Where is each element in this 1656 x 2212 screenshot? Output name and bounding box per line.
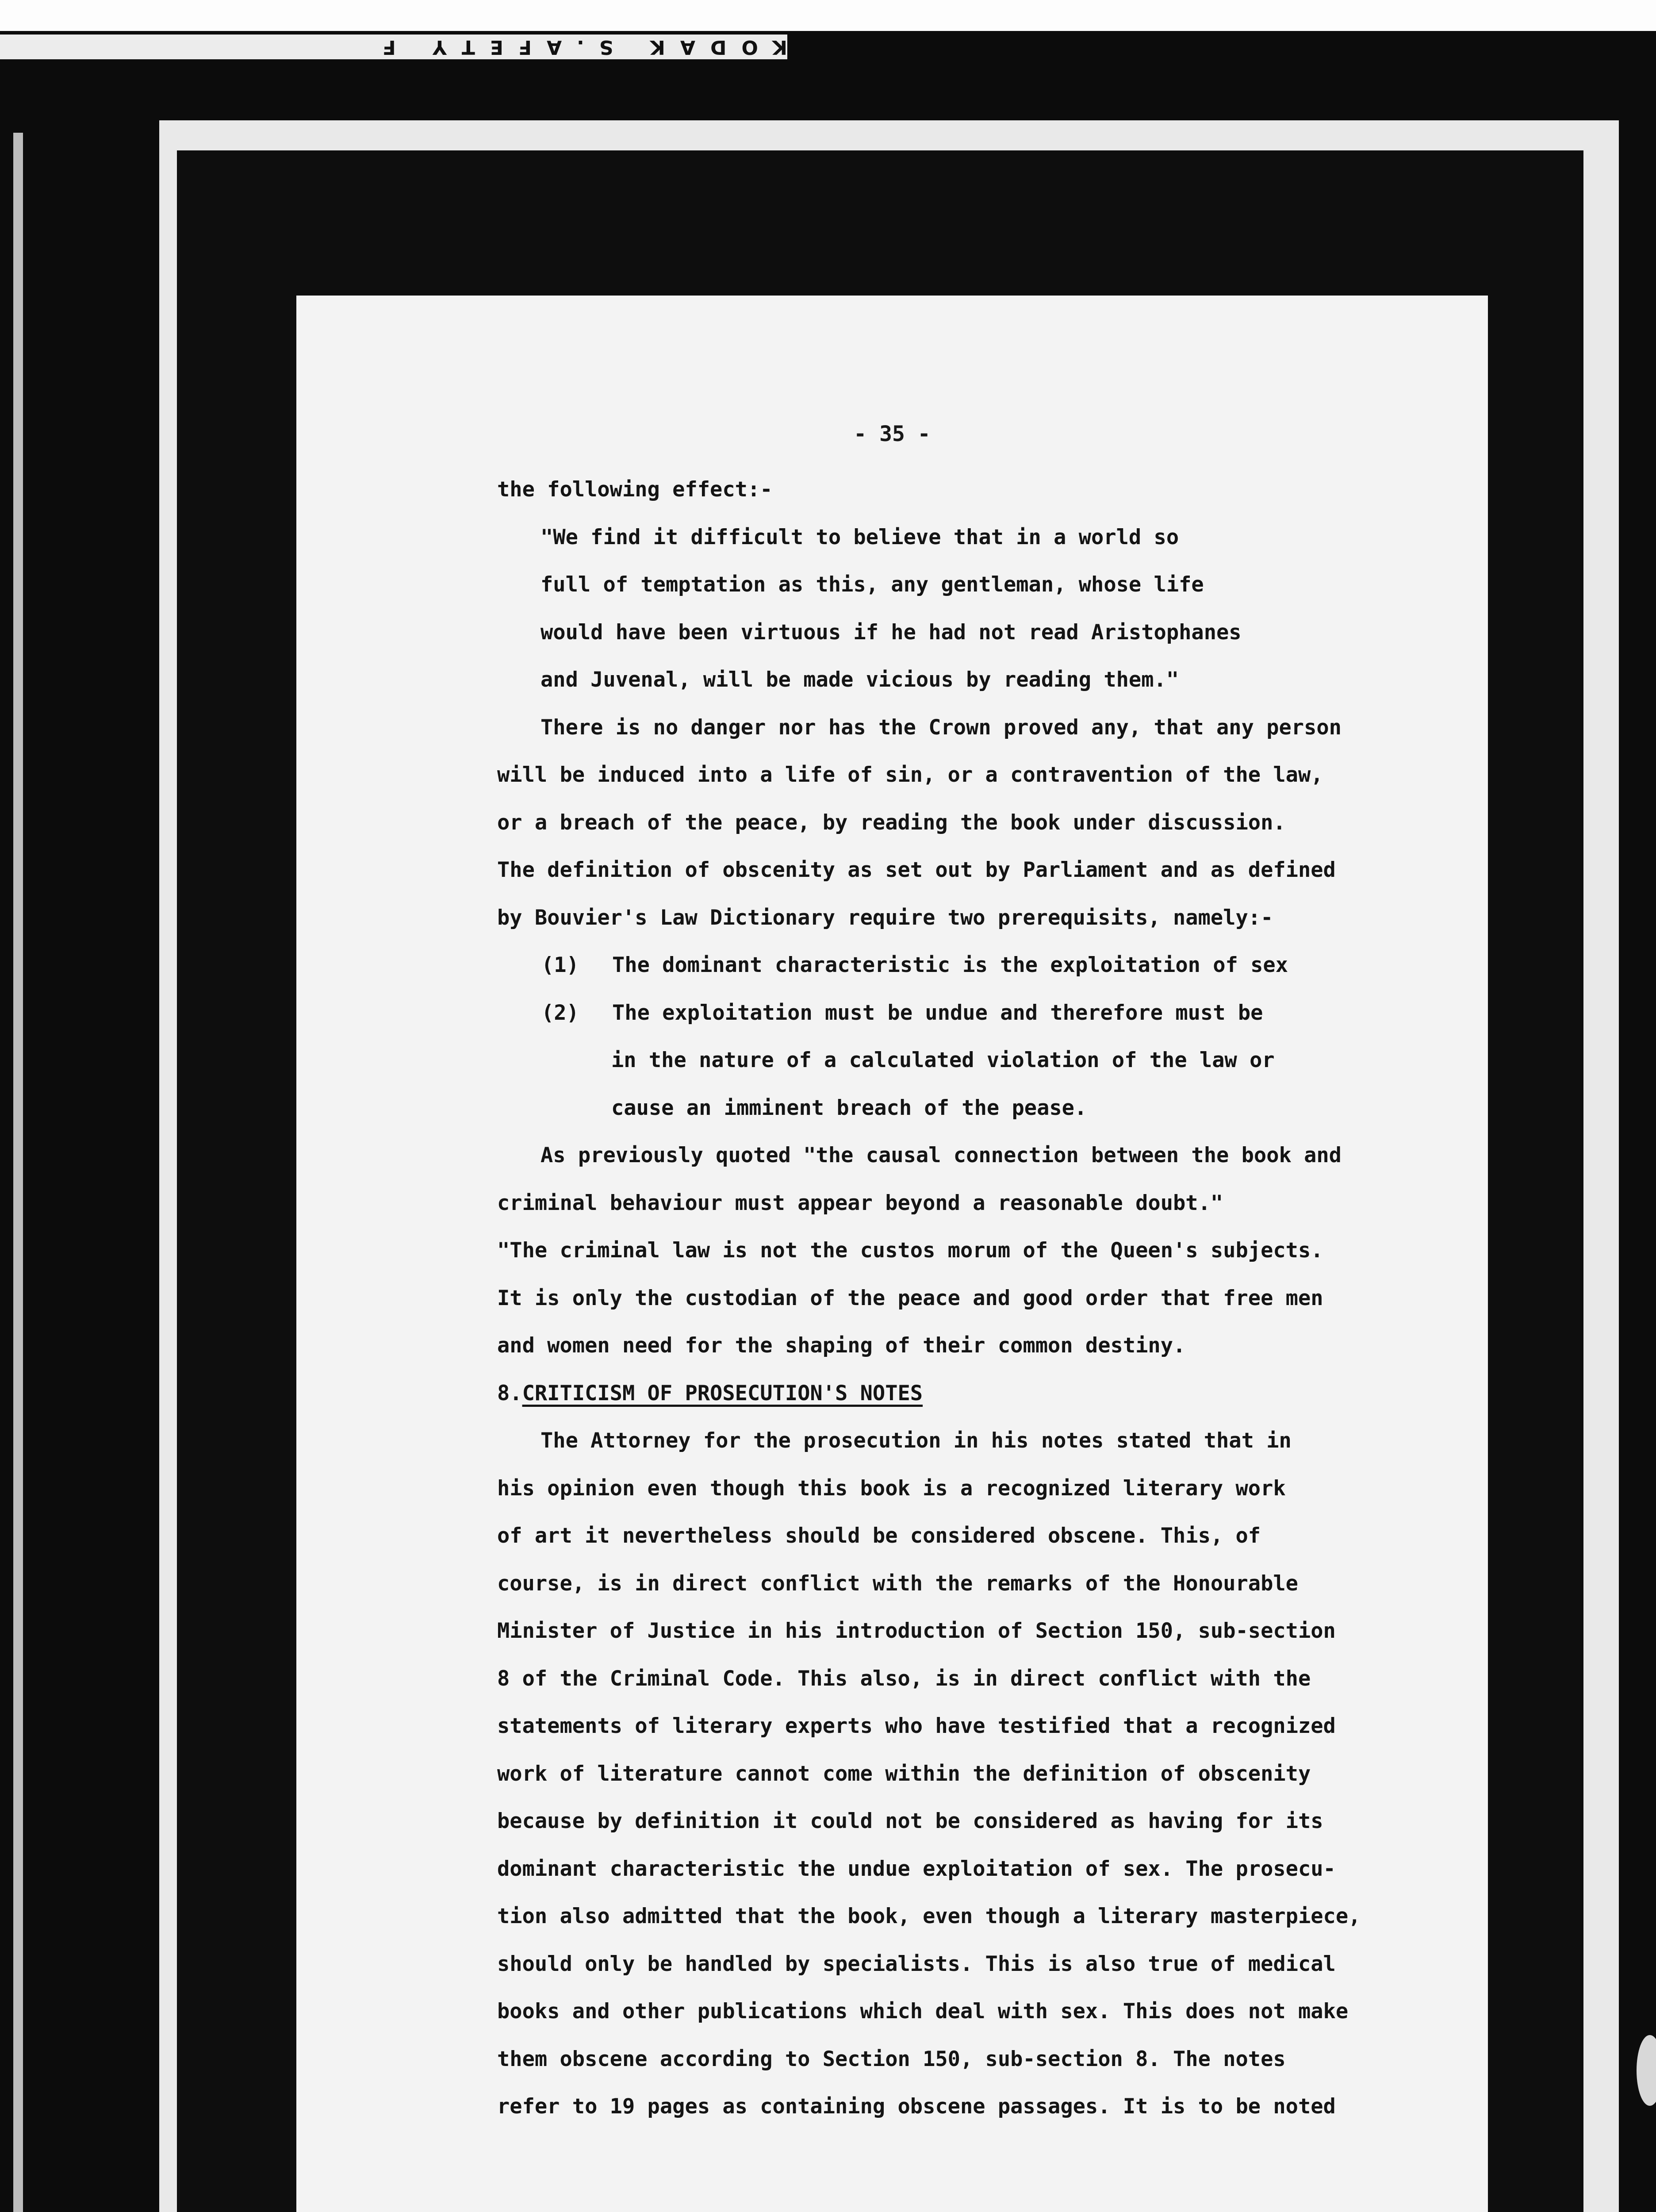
text-line [497, 1322, 1470, 1370]
text-line [497, 894, 1470, 942]
text-line [497, 1084, 1470, 1132]
text-line [497, 561, 1470, 609]
text-line [497, 1275, 1470, 1322]
list-number: (2) [541, 1000, 579, 1025]
text-line [497, 751, 1470, 799]
text-line [497, 1370, 1470, 1417]
line-text: and women need for the shaping of their common destiny. [497, 1333, 1186, 1358]
text-line [497, 609, 1470, 657]
line-text: them obscene according to Section 150, sub-section 8. The notes [497, 2047, 1286, 2071]
page-number: - 35 - [854, 422, 931, 446]
text-line [497, 1988, 1470, 2035]
film-sprocket-hole [1637, 2035, 1656, 2106]
line-text: The Attorney for the prosecution in his notes stated that in [540, 1429, 1292, 1453]
line-text: of art it nevertheless should be considered obscene. This, of [497, 1524, 1261, 1548]
line-text: statements of literary experts who have testified that a recognized [497, 1714, 1336, 1738]
line-text: It is only the custodian of the peace and good order that free men [497, 1286, 1323, 1310]
text-line [497, 1179, 1470, 1227]
line-text: criminal behaviour must appear beyond a reasonable doubt." [497, 1190, 1223, 1215]
text-line [497, 1702, 1470, 1750]
film-edge-print: KODAK S.AFETY F [0, 35, 787, 59]
text-line [497, 1037, 1470, 1084]
line-text: There is no danger nor has the Crown proved any, that any person [540, 715, 1342, 740]
line-text: books and other publications which deal with sex. This does not make [497, 1999, 1349, 2024]
text-line [497, 1845, 1470, 1893]
text-line [497, 1132, 1470, 1179]
text-line [497, 514, 1470, 561]
text-line [497, 466, 1470, 514]
left-film-strip [13, 133, 23, 2212]
line-text: "The criminal law is not the custos morum of the Queen's subjects. [497, 1238, 1323, 1263]
line-text: because by definition it could not be considered as having for its [497, 1809, 1323, 1833]
line-text: The exploitation must be undue and therefore must be [612, 1000, 1263, 1025]
text-line [497, 1797, 1470, 1845]
text-line [497, 1465, 1470, 1513]
text-line [497, 656, 1470, 704]
list-number: (1) [541, 953, 579, 977]
line-text: "We find it difficult to believe that in a world so [540, 525, 1179, 549]
line-text: Minister of Justice in his introduction of Section 150, sub-section [497, 1619, 1336, 1643]
text-line [497, 704, 1470, 752]
line-text: The definition of obscenity as set out by Parliament and as defined [497, 858, 1336, 882]
line-text: 8 of the Criminal Code. This also, is in direct conflict with the [497, 1666, 1311, 1691]
text-line [497, 1893, 1470, 1940]
text-line [497, 1417, 1470, 1465]
text-line [497, 1607, 1470, 1655]
text-line [497, 989, 1470, 1037]
line-text: would have been virtuous if he had not read Aristophanes [540, 620, 1242, 645]
text-line [497, 1227, 1470, 1275]
line-text: should only be handled by specialists. This is also true of medical [497, 1951, 1336, 1976]
section-heading: CRITICISM OF PROSECUTION'S NOTES [522, 1381, 923, 1406]
line-text: cause an imminent breach of the pease. [611, 1095, 1087, 1120]
text-line [497, 846, 1470, 894]
text-line [497, 1512, 1470, 1560]
line-text: the following effect:- [497, 477, 773, 502]
line-text: in the nature of a calculated violation of the law or [611, 1048, 1275, 1072]
page-body [497, 466, 1470, 2131]
line-text: refer to 19 pages as containing obscene passages. It is to be noted [497, 2094, 1336, 2119]
line-text: or a breach of the peace, by reading the book under discussion. [497, 810, 1286, 835]
text-line [497, 941, 1470, 989]
line-text: and Juvenal, will be made vicious by reading them." [540, 668, 1179, 692]
line-text: tion also admitted that the book, even though a literary masterpiece, [497, 1904, 1361, 1928]
text-line [497, 799, 1470, 847]
line-text: dominant characteristic the undue exploitation of sex. The prosecu- [497, 1856, 1336, 1881]
line-text: work of literature cannot come within the definition of obscenity [497, 1761, 1311, 1786]
line-text: full of temptation as this, any gentleman, whose life [540, 572, 1204, 597]
film-top-edge [0, 0, 1656, 31]
line-text: his opinion even though this book is a recognized literary work [497, 1476, 1286, 1501]
text-line [497, 1560, 1470, 1608]
section-number: 8. [497, 1381, 522, 1406]
text-line [497, 2035, 1470, 2083]
line-text: by Bouvier's Law Dictionary require two prerequisits, namely:- [497, 905, 1273, 930]
line-text: will be induced into a life of sin, or a contravention of the law, [497, 763, 1323, 787]
document-page [296, 296, 1488, 2212]
text-line [497, 1940, 1470, 1988]
text-line [497, 1750, 1470, 1798]
text-line [497, 1655, 1470, 1703]
line-text: The dominant characteristic is the exploitation of sex [612, 953, 1288, 977]
line-text: course, is in direct conflict with the remarks of the Honourable [497, 1571, 1298, 1596]
text-line [497, 2083, 1470, 2131]
line-text: As previously quoted "the causal connection between the book and [540, 1143, 1342, 1167]
